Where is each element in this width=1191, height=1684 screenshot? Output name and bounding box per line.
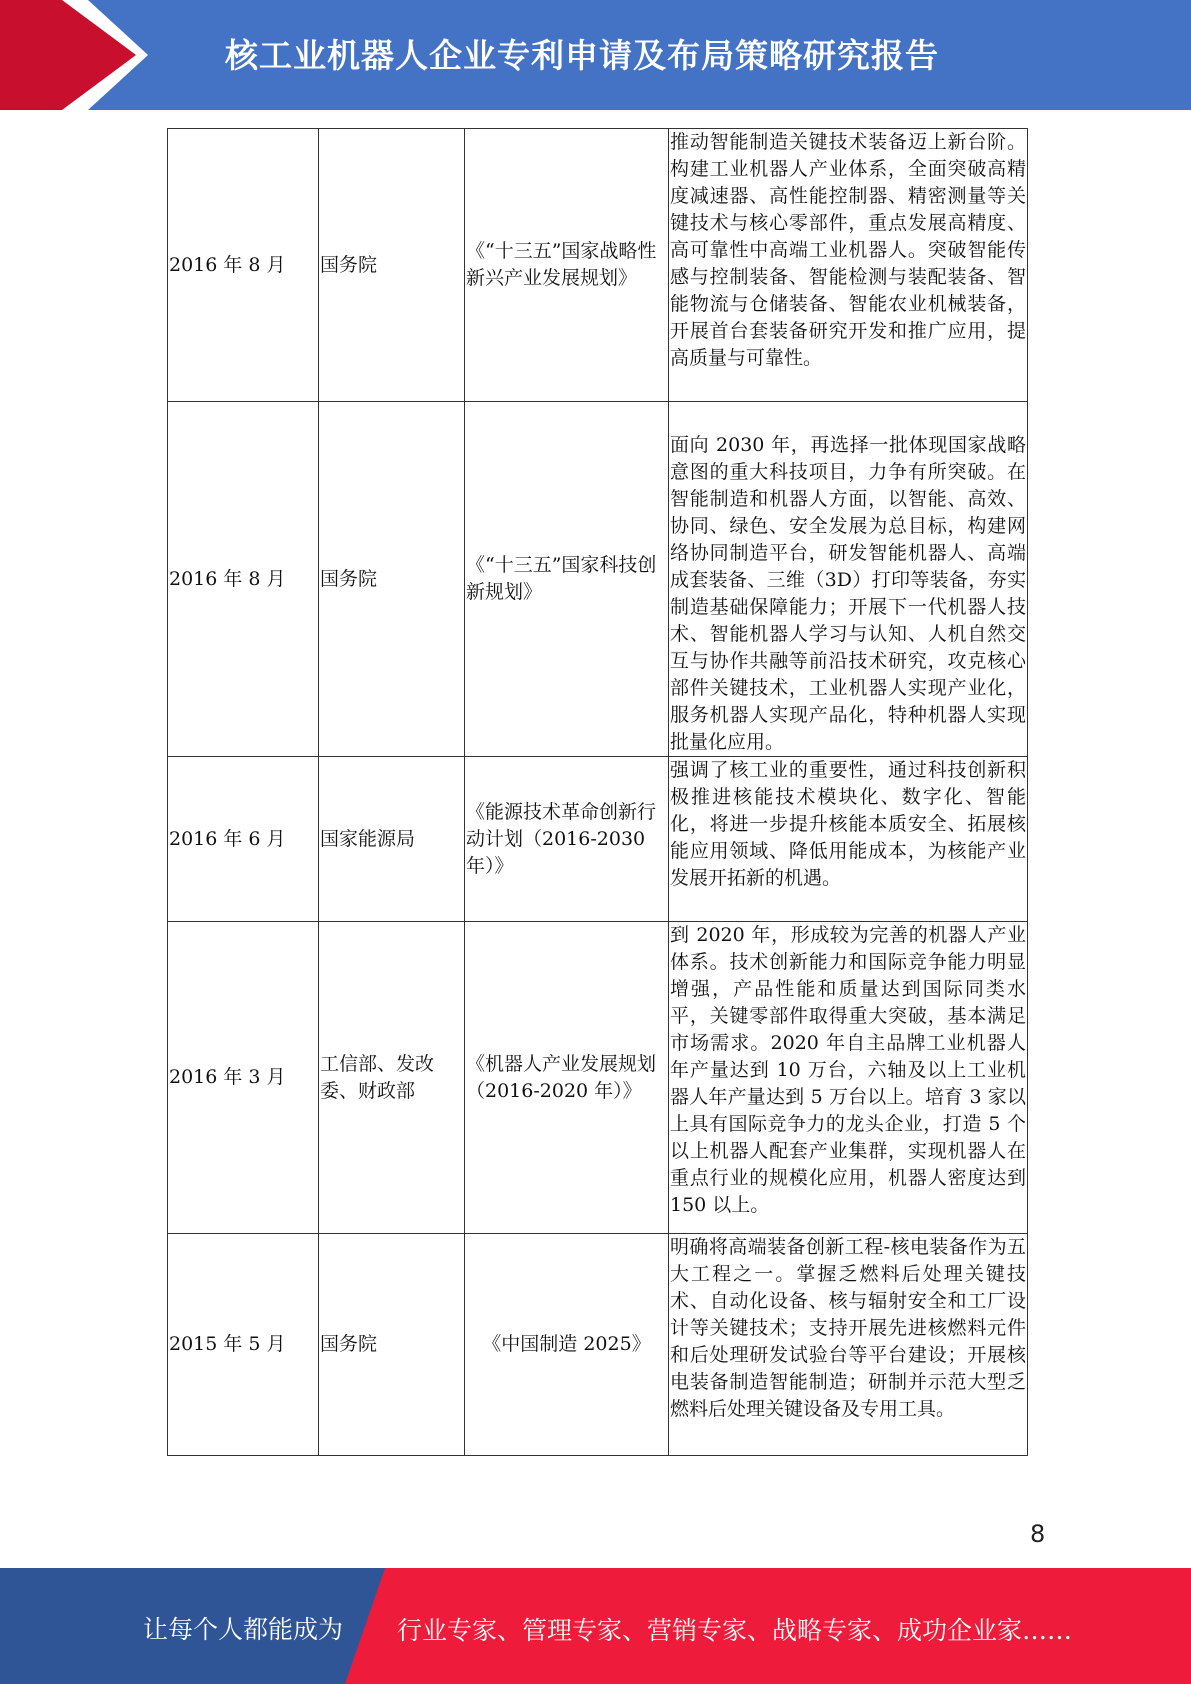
report-title: 核工业机器人企业专利申请及布局策略研究报告 xyxy=(225,36,939,75)
document-cell: 《能源技术革命创新行动计划（2016-2030 年）》 xyxy=(465,757,669,922)
date-cell: 2016 年 8 月 xyxy=(168,129,319,402)
description-cell: 推动智能制造关键技术装备迈上新台阶。构建工业机器人产业体系，全面突破高精度减速器、高性能控制器、精密测量等关键技术与核心零部件，重点发展高精度、高可靠性中高端工业机器人。突破智能传感与控制装备、智能检测与装配装备、智能物流与仓储装备、智能农业机械装备，开展首台套装备研究开发和推广应用，提高质量与可靠性。 xyxy=(669,129,1028,402)
page-number: 8 xyxy=(1030,1520,1046,1548)
table-row xyxy=(168,1234,1028,1456)
org-cell: 国务院 xyxy=(319,1234,465,1456)
date-cell: 2016 年 3 月 xyxy=(168,922,319,1234)
footer-slogan-left: 让每个人都能成为 xyxy=(143,1615,344,1644)
org-cell: 国务院 xyxy=(319,402,465,757)
org-cell: 国务院 xyxy=(319,129,465,402)
org-cell: 国家能源局 xyxy=(319,757,465,922)
table-row xyxy=(168,402,1028,757)
org-cell: 工信部、发改委、财政部 xyxy=(319,922,465,1234)
document-cell: 《机器人产业发展规划（2016-2020 年）》 xyxy=(465,922,669,1234)
description-cell: 面向 2030 年，再选择一批体现国家战略意图的重大科技项目，力争有所突破。在智能制造和机器人方面，以智能、高效、协同、绿色、安全发展为总目标，构建网络协同制造平台，研发智能机器人、高端成套装备、三维（3D）打印等装备，夯实制造基础保障能力；开展下一代机器人技术、智能机器人学习与认知、人机自然交互与协作共融等前沿技术研究，攻克核心部件关键技术，工业机器人实现产业化，服务机器人实现产品化，特种机器人实现批量化应用。 xyxy=(669,402,1028,757)
page-footer xyxy=(0,1568,1191,1684)
page-header xyxy=(0,0,1191,110)
description-cell: 强调了核工业的重要性，通过科技创新积极推进核能技术模块化、数字化、智能化，将进一步提升核能本质安全、拓展核能应用领域、降低用能成本，为核能产业发展开拓新的机遇。 xyxy=(669,757,1028,922)
table-row xyxy=(168,757,1028,922)
date-cell: 2015 年 5 月 xyxy=(168,1234,319,1456)
description-cell: 到 2020 年，形成较为完善的机器人产业体系。技术创新能力和国际竞争能力明显增强，产品性能和质量达到国际同类水平，关键零部件取得重大突破，基本满足市场需求。2020 年自主品牌工业机器人年产量达到 10 万台，六轴及以上工业机器人年产量达到 5 万台以上。培育 3 家以上具有国际竞争力的龙头企业，打造 5 个以上机器人配套产业集群，实现机器人在重点行业的规模化应用，机器人密度达到 150 以上。 xyxy=(669,922,1028,1234)
table-row xyxy=(168,129,1028,402)
description-cell: 明确将高端装备创新工程-核电装备作为五大工程之一。掌握乏燃料后处理关键技术、自动化设备、核与辐射安全和工厂设计等关键技术；支持开展先进核燃料元件和后处理研发试验台等平台建设；开展核电装备制造智能制造；研制并示范大型乏燃料后处理关键设备及专用工具。 xyxy=(669,1234,1028,1456)
date-cell: 2016 年 6 月 xyxy=(168,757,319,922)
date-cell: 2016 年 8 月 xyxy=(168,402,319,757)
table-row xyxy=(168,922,1028,1234)
policy-table xyxy=(167,128,1028,1456)
document-cell: 《“十三五”国家科技创新规划》 xyxy=(465,402,669,757)
document-cell: 《中国制造 2025》 xyxy=(465,1234,669,1456)
footer-slogan-right: 行业专家、管理专家、营销专家、战略专家、成功企业家…… xyxy=(397,1616,1073,1645)
document-cell: 《“十三五”国家战略性新兴产业发展规划》 xyxy=(465,129,669,402)
